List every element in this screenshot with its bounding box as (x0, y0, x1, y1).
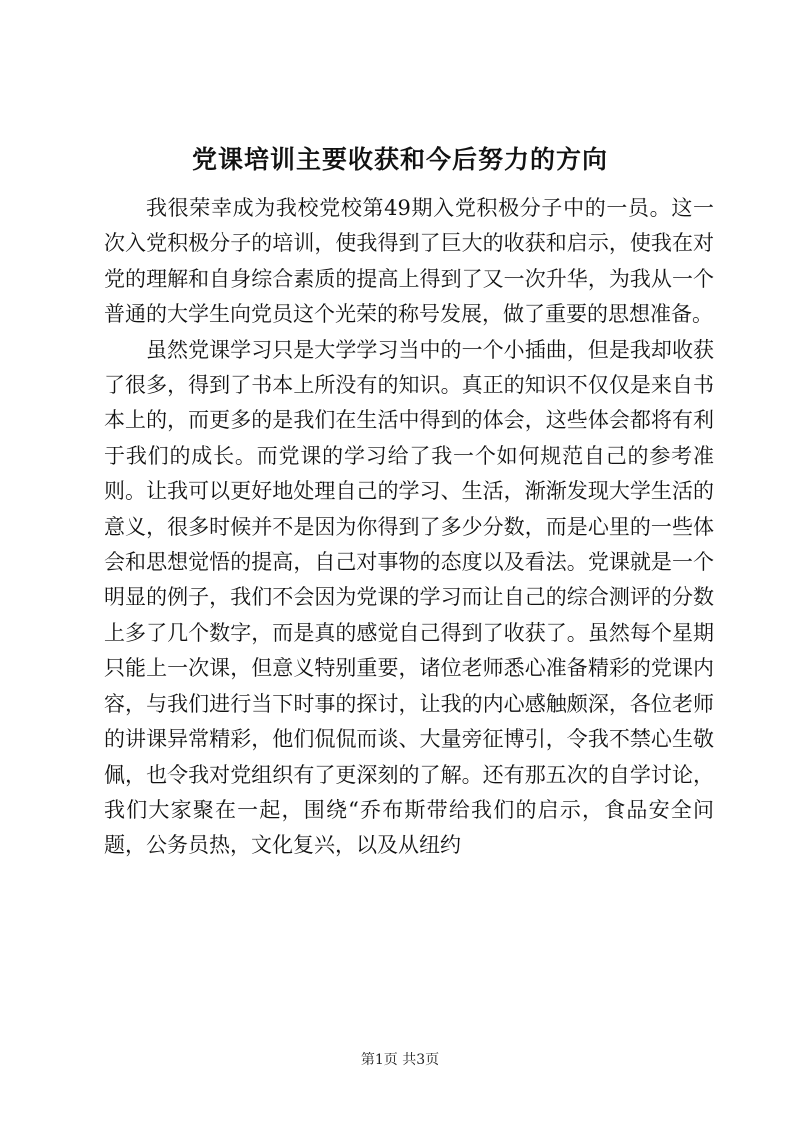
page-number-footer: 第1页 共3页 (360, 1052, 440, 1068)
paragraph-1: 我很荣幸成为我校党校第49期入党积极分子中的一员。这一次入党积极分子的培训，使我得到了巨大的收获和启示，使我在对党的理解和自身综合素质的提高上得到了又一次升华，为我从一个普通的大学生向党员这个光荣的称号发展，做了重要的思想准备。 (104, 196, 714, 327)
document-title: 党课培训主要收获和今后努力的方向 (191, 145, 608, 174)
document-body (104, 191, 714, 864)
paragraph-2: 虽然党课学习只是大学学习当中的一个小插曲，但是我却收获了很多，得到了书本上所没有的知识。真正的知识不仅仅是来自书本上的，而更多的是我们在生活中得到的体会，这些体会都将有利于我们的成长。而党课的学习给了我一个如何规范自己的参考准则。让我可以更好地处理自己的学习、生活，渐渐发现大学生活的意义，很多时候并不是因为你得到了多少分数，而是心里的一些体会和思想觉悟的提高，自己对事物的态度以及看法。党课就是一个明显的例子，我们不会因为党课的学习而让自己的综合测评的分数上多了几个数字，而是真的感觉自己得到了收获了。虽然每个星期只能上一次课，但意义特别重要，诸位老师悉心准备精彩的党课内容，与我们进行当下时事的探讨，让我的内心感触颇深，各位老师的讲课异常精彩，他们侃侃而谈、大量旁征博引，令我不禁心生敬佩，也令我对党组织有了更深刻的了解。还有那五次的自学讨论，我们大家聚在一起，围绕“乔布斯带给我们的启示，食品安全问题，公务员热，文化复兴，以及从纽约 (104, 337, 714, 858)
